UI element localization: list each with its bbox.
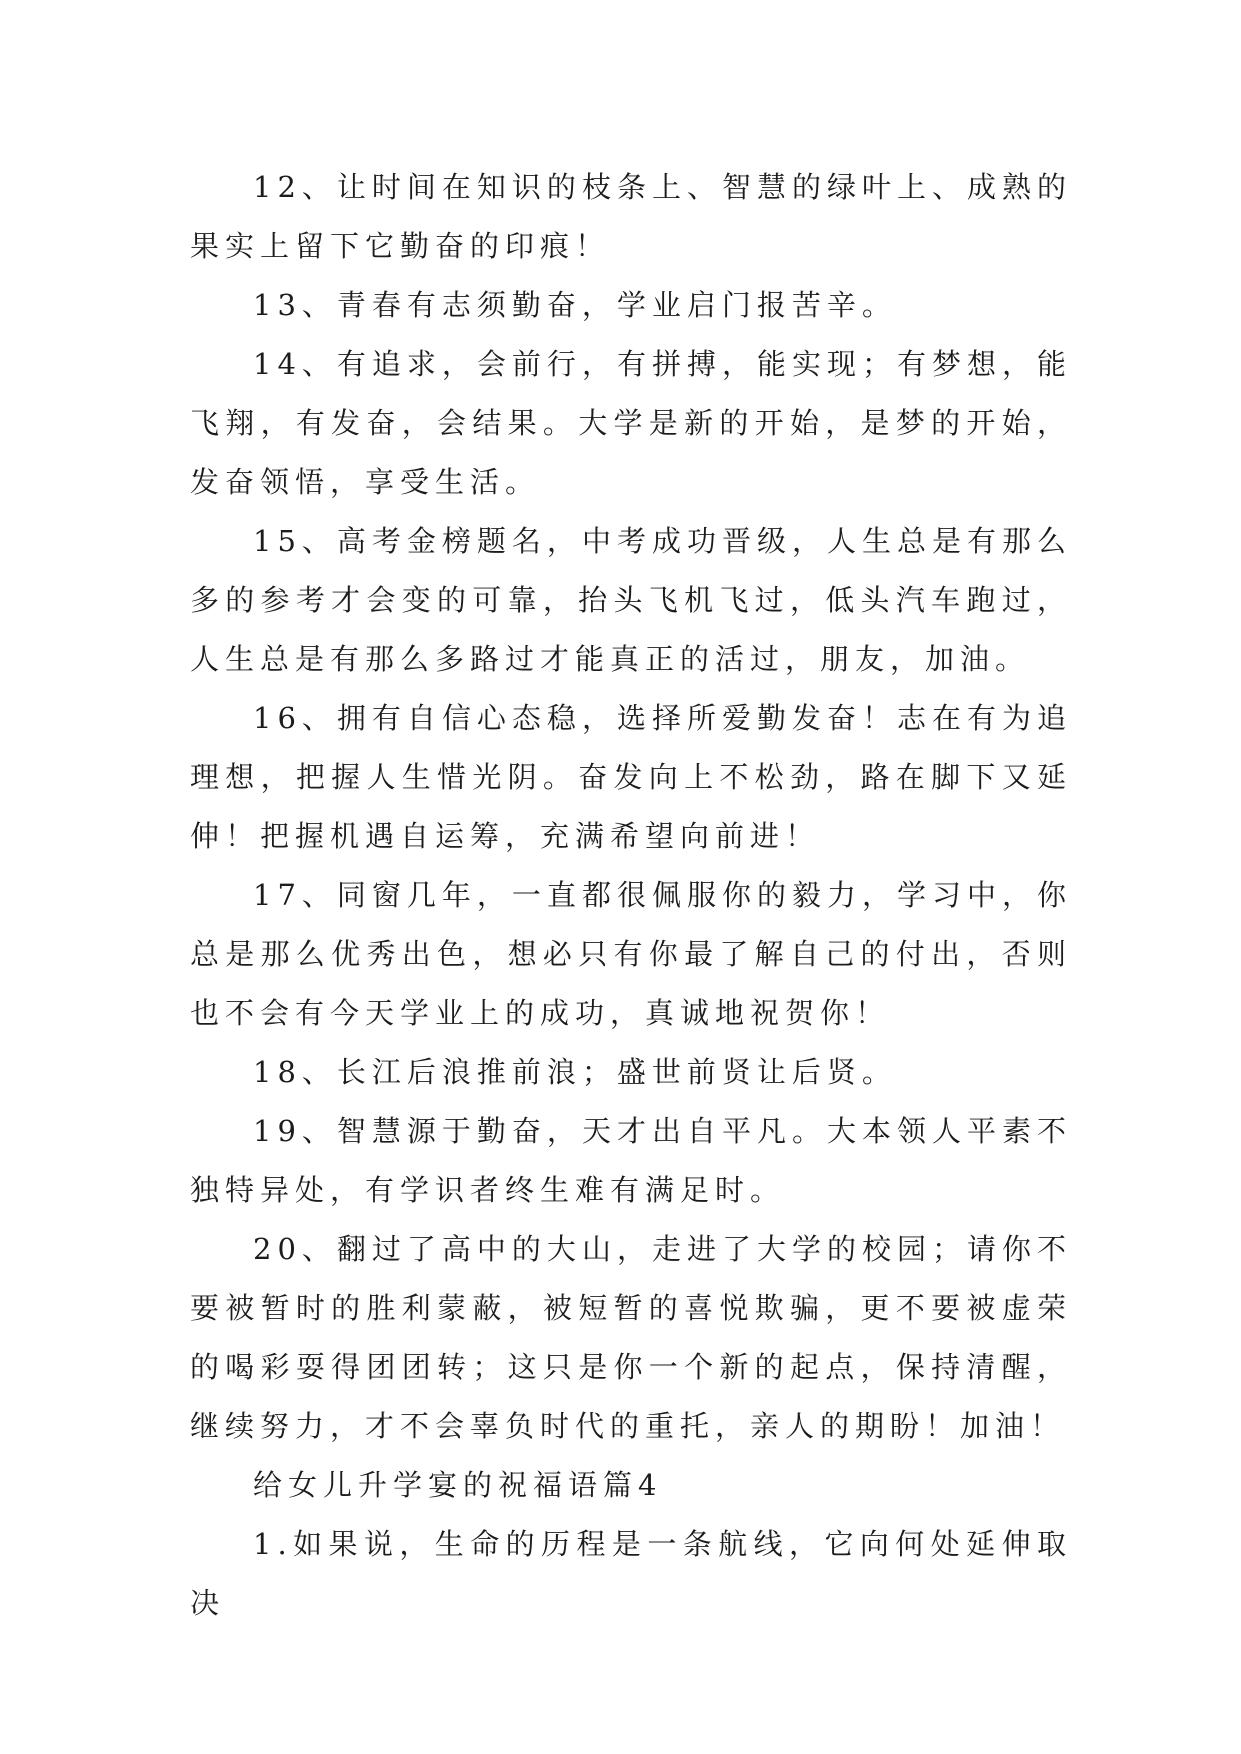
paragraph-18: 18、长江后浪推前浪；盛世前贤让后贤。 [253, 1055, 897, 1089]
paragraph-1: 1.如果说，生命的历程是一条航线，它向何处延伸取决 [190, 1527, 1072, 1620]
paragraph-19: 19、智慧源于勤奋，天才出自平凡。大本领人平素不独特异处，有学识者终生难有满足时。 [190, 1114, 1072, 1207]
paragraph-13: 13、青春有志须勤奋，学业启门报苦辛。 [253, 288, 897, 322]
section-heading: 给女儿升学宴的祝福语篇4 [253, 1468, 663, 1502]
paragraph-15: 15、高考金榜题名，中考成功晋级，人生总是有那么多的参考才会变的可靠，抬头飞机飞过，低头汽车跑过，人生总是有那么多路过才能真正的活过，朋友，加油。 [190, 524, 1072, 676]
paragraph-20: 20、翻过了高中的大山，走进了大学的校园；请你不要被暂时的胜利蒙蔽，被短暂的喜悦欺骗，更不要被虚荣的喝彩耍得团团转；这只是你一个新的起点，保持清醒，继续努力，才不会辜负时代的重托，亲人的期盼！加油！ [190, 1232, 1072, 1443]
paragraph-12: 12、让时间在知识的枝条上、智慧的绿叶上、成熟的果实上留下它勤奋的印痕！ [190, 170, 1072, 263]
paragraph-16: 16、拥有自信心态稳，选择所爱勤发奋！志在有为追理想，把握人生惜光阴。奋发向上不松劲，路在脚下又延伸！把握机遇自运筹，充满希望向前进！ [190, 701, 1072, 853]
paragraph-17: 17、同窗几年，一直都很佩服你的毅力，学习中，你总是那么优秀出色，想必只有你最了解自己的付出，否则也不会有今天学业上的成功，真诚地祝贺你！ [190, 878, 1072, 1030]
document-body [190, 158, 1072, 1633]
paragraph-14: 14、有追求，会前行，有拼搏，能实现；有梦想，能飞翔，有发奋，会结果。大学是新的开始，是梦的开始，发奋领悟，享受生活。 [190, 347, 1072, 499]
